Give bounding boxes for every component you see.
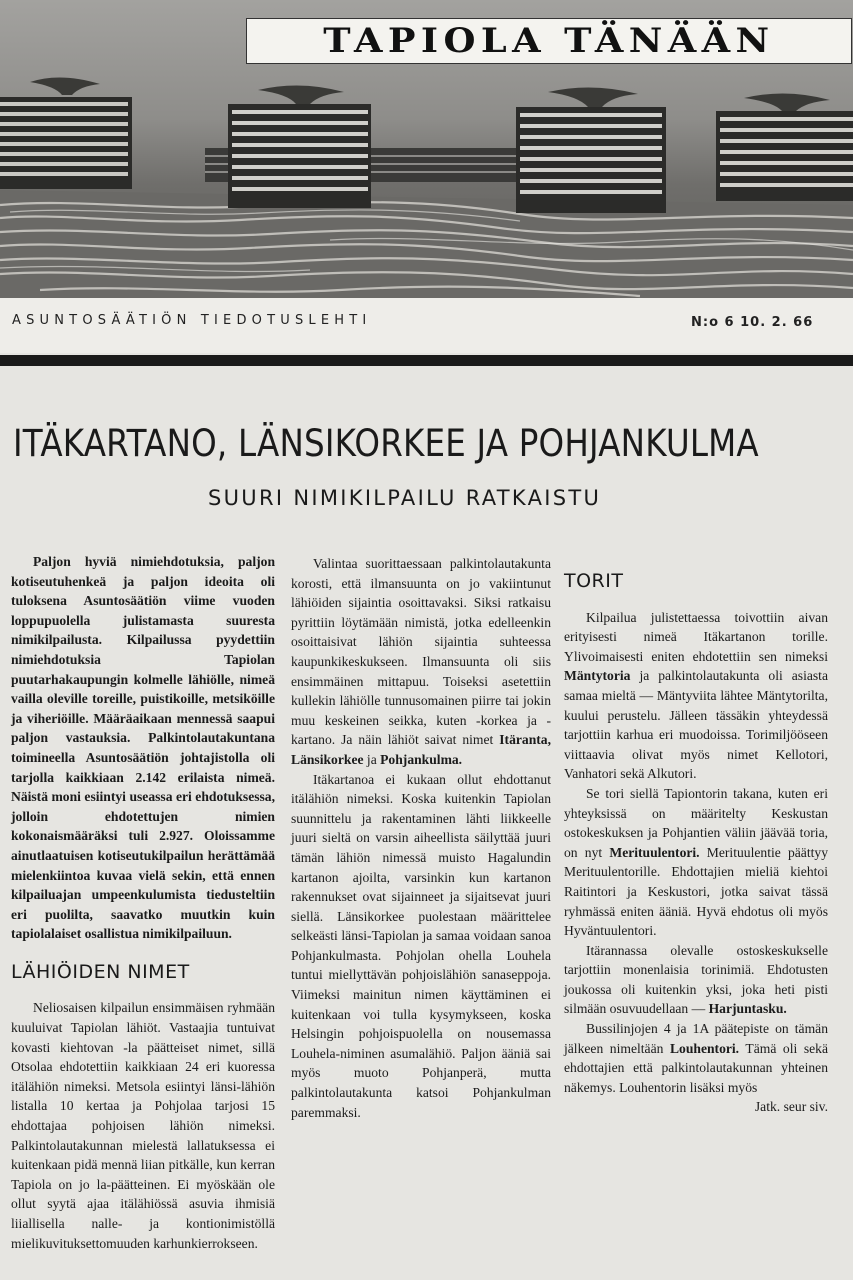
article-headline: ITÄKARTANO, LÄNSIKORKEE JA POHJANKULMA: [13, 422, 759, 465]
square-name: Merituulentori.: [609, 844, 700, 860]
square-name: Harjuntasku.: [708, 1001, 787, 1017]
suburb-names: Itäranta, Länsikorkee: [291, 732, 551, 767]
body-paragraph: Se tori siellä Tapiontorin takana, kuten eri yhteyksissä on määritelty Keskustan ostokeskuksen ja Pohjantien väliin jäävää toria, on nyt Merituulentori. Merituulentie päättyy Merituulentorille. Ehdottajien mieliä kiehtoi Raitintori ja Keskustori, jotka saivat tässä ryhmässä eniten ääniä. Hyvä ehdotus oli myös Hyväntuulentori.: [564, 785, 828, 939]
cover-photo: [0, 0, 853, 298]
body-paragraph: Kilpailua julistettaessa toivottiin aivan erityisesti nimeä Itäkartanon torille. Ylivoimaisesti eniten ehdotettiin sen nimeksi Mäntytoria ja palkintolautakunta oli asiasta samaa mieltä — Mäntyviita lähtee Mäntytorilta, kuului perustelu. Jälleen tässäkin yhteydessä tarjottiin karhua eri muodoissa. Torimiljööseen viittaavia olivat myös nimet Kellotori, Vanhatori sekä Alkutori.: [564, 609, 828, 782]
article-column-2: [291, 554, 551, 1122]
suburb-name: Pohjankulma.: [380, 751, 463, 767]
publication-band: [0, 298, 853, 353]
continued-note: Jatk. seur siv.: [754, 1099, 828, 1115]
tower-model-4: [716, 93, 853, 201]
publisher-line: ASUNTOSÄÄTIÖN TIEDOTUSLEHTI: [12, 313, 372, 328]
tower-model-1: [0, 77, 132, 189]
header-divider: [0, 355, 853, 366]
lead-paragraph: Paljon hyviä nimiehdotuksia, paljon kotiseutuhenkeä ja paljon ideoita oli tuloksena Asuntosäätiön viime vuoden loppupuolella julistamasta suuresta nimikilpailusta. Kilpailussa pyydettiin nimiehdotuksia Tapiolan puutarhakaupungin kolmelle lähiölle, nimeä vailla oleville toreille, puistikoille, metsiköille ja viheriöille. Määräaikaan mennessä saapui paljon vastauksia. Palkintolautakuntana toimineella Asuntosäätiön johtajistolla oli tarjolla kaikkiaan 2.142 erilaista nimeä. Näistä moni esiintyi useassa eri ehdotuksessa, jolloin ehdotettujen nimien kokonaismääräksi tuli 2.927. Oloissamme ainutlaatuisen kotiseutukilpailun herättämää mielenkiintoa kuvaa vielä sekin, että ennen kilpailuajan umpeenkulumista tiedusteltiin eri puolilta, saavatko muutkin kuin tapiolalaiset osallistua nimikilpailuun.: [11, 554, 275, 942]
article-column-3: [564, 552, 828, 1117]
square-name: Mäntytoria: [564, 668, 631, 684]
tower-model-2: [228, 85, 371, 208]
section-heading-suburbs: LÄHIÖIDEN NIMET: [11, 960, 190, 983]
body-paragraph: Valintaa suorittaessaan palkintolautakunta korosti, että ilmansuunta on jo vakiintunut lähiöiden sijaintia osoittavaksi. Siksi ratkaisu pyrittiin löytämään nimistä, jotka edelleenkin osoittaisivat lähiön sijaintia suhteessa kaupunkikeskukseen. Ilmansuunta oli siis ensimmäinen mittapuu. Toiseksi asetettiin kullekin lähiölle tunnusomainen piirre tai jokin muu keskeinen seikka, kuten -korkea ja -kartano. Ja näin lähiöt saivat nimet Itäranta, Länsikorkee ja Pohjankulma.: [291, 556, 551, 767]
tower-model-3: [516, 87, 666, 213]
square-name: Louhentori.: [669, 1040, 740, 1056]
article-column-1: [11, 552, 275, 1253]
masthead-banner: [246, 18, 852, 64]
masthead-title: TAPIOLA TÄNÄÄN: [323, 21, 775, 61]
issue-number: N:o 6 10. 2. 66: [691, 315, 814, 330]
body-paragraph: Itäkartanoa ei kukaan ollut ehdottanut itälähiön nimeksi. Koska kuitenkin Tapiolan suunnittelu ja rakentaminen lähti liikkeelle juuri sieltä on varsin aiheellista säilyttää juuri tämän lähiön nimessä muisto Hagalundin kartanon ajoilta, varsinkin kun kartanon rakennukset ovat sijainneet ja sijaitsevat juuri siellä. Länsikorkee puolestaan määrittelee selkeästi länsi-Tapiolan ja samaa voidaan sanoa Pohjankulmasta. Pohjolan ohella Louhela tuntui miellyttävän pohjoislähiön sanaseppoja. Viimeksi mainitun nimen käyttäminen ei kuitenkaan voi tulla kysymykseen, koska Helsingin pohjoispuolella on nousemassa Louhela-niminen asumalähiö. Paljon ääniä sai myös muoto Pohjanperä, mutta palkintolautakunta katsoi Pohjankulman paremmaksi.: [291, 771, 551, 1120]
section-heading-squares: TORIT: [564, 570, 624, 592]
body-paragraph: Itärannassa olevalle ostoskeskukselle tarjottiin monenlaisia torinimiä. Ehdotusten joukossa oli kuitenkin yksi, joka heti pisti silmään osuvuudellaan — Harjuntasku.: [564, 942, 828, 1017]
article-subheadline: SUURI NIMIKILPAILU RATKAISTU: [208, 486, 602, 510]
body-paragraph: Bussilinjojen 4 ja 1A päätepiste on tämän jälkeen nimeltään Louhentori. Tämä oli sekä ehdottajien että palkintolautakunnan yhteinen näkemys. Louhentorin lisäksi myös: [564, 1021, 828, 1095]
body-paragraph: Neliosaisen kilpailun ensimmäisen ryhmään kuuluivat Tapiolan lähiöt. Vastaajia tuntuivat kovasti kiehtovan -la päätteiset nimet, sillä Otsolaa ehdotettiin kaikkiaan 24 eri kuoressa itälähiön nimeksi. Metsola esiintyi länsi-lähiön listalla 10 kertaa ja Pohjolaa tarjosi 15 ehdottajaa pohjoisen lähiön nimeksi. Palkintolautakunnan mielestä lallatuksessa ei kuitenkaan pidä mennä liian pitkälle, kun kerran Tapiola on jo la-päätteinen. Ei myöskään ole ollut syytä ajaa itälähiössä asuvia ihmisiä liiallisella nalle- ja kontionimistöllä mielikuvituksettomuuden karhunkierrokseen.: [11, 1000, 275, 1251]
